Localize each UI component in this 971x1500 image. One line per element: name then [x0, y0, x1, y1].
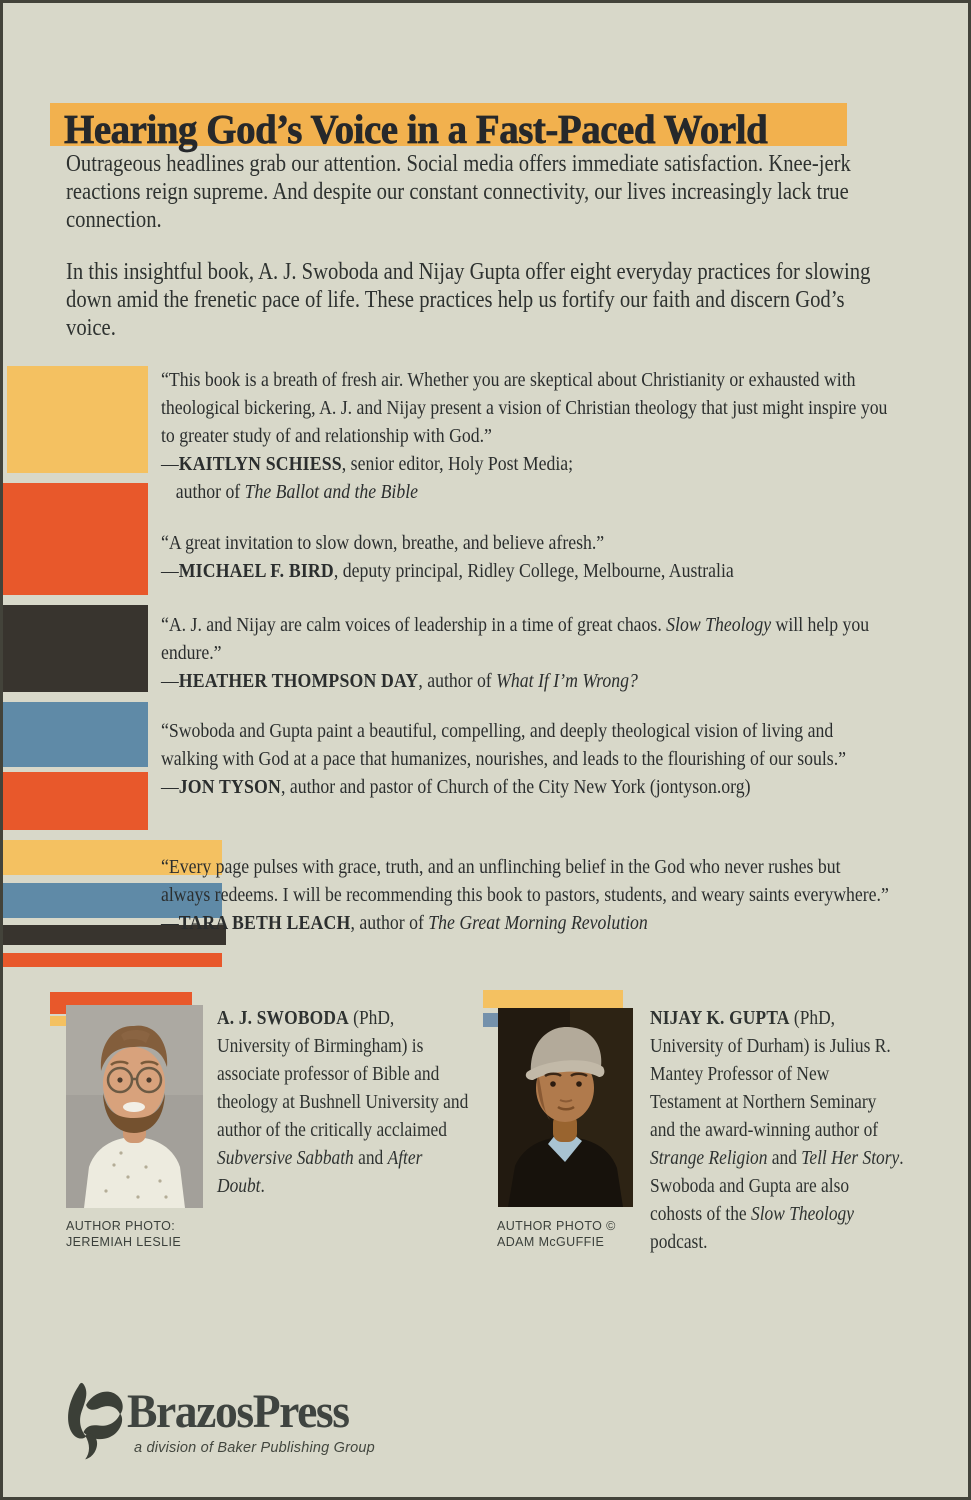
text-segment: , author and pastor of Church of the City New York (jontyson.org)	[280, 776, 751, 798]
photo-credit-line: JEREMIAH LESLIE	[66, 1235, 182, 1249]
quote-attribution	[161, 557, 892, 585]
text-segment: —	[161, 453, 179, 475]
author-photo-swoboda	[66, 1005, 203, 1208]
photo-credit-swoboda	[66, 1218, 286, 1250]
photo-decor-yellow	[483, 990, 623, 1008]
decor-bar-orange-2	[0, 772, 148, 830]
quote-text	[161, 366, 892, 450]
text-segment: “Every page pulses with grace, truth, and an unflinching belief in the God who never rushes but always redeems. I will be recommending this book to pastors, students, and weary saints everywhere.”	[161, 856, 889, 906]
text-segment: NIJAY K. GUPTA	[650, 1007, 790, 1029]
photo-credit-line: AUTHOR PHOTO:	[66, 1219, 176, 1233]
text-segment: A. J. SWOBODA	[217, 1007, 349, 1029]
text-segment: and	[767, 1147, 802, 1169]
author-bio-gupta	[650, 1004, 904, 1256]
text-segment: , author of	[350, 912, 429, 934]
text-segment: JON TYSON	[178, 776, 281, 798]
text-segment: “A great invitation to slow down, breathe, and believe afresh.”	[161, 532, 605, 554]
text-segment: author of	[175, 481, 245, 503]
publisher-tagline: a division of Baker Publishing Group	[134, 1440, 375, 1456]
text-segment: Tell Her Story	[801, 1147, 900, 1169]
text-segment: KAITLYN SCHIESS	[178, 453, 342, 475]
intro-paragraph-2: In this insightful book, A. J. Swoboda and Nijay Gupta offer eight everyday practices for slowing down amid the frenetic pace of life. These practices help us fortify our faith and discern God’s voice.	[66, 259, 871, 341]
endorsement-quote-5	[161, 853, 892, 937]
text-segment: , author of	[418, 670, 497, 692]
author-bio-swoboda	[217, 1004, 471, 1200]
text-segment: What If I’m Wrong?	[496, 670, 638, 692]
swoboda-portrait-illustration	[66, 1005, 203, 1208]
text-segment: MICHAEL F. BIRD	[178, 560, 334, 582]
intro-paragraph-1: Outrageous headlines grab our attention. Social media offers immediate satisfaction. Knee-jerk reactions reign supreme. And despite our constant connectivity, our lives increasingly lack true connection.	[66, 151, 851, 233]
text-segment: . Swoboda and Gupta are also cohosts of the	[650, 1147, 904, 1225]
text-segment: —	[161, 912, 179, 934]
text-segment: podcast.	[650, 1231, 708, 1253]
endorsement-quote-2	[161, 529, 892, 585]
quote-attribution	[161, 773, 892, 801]
decor-bar-orange-3	[0, 953, 222, 967]
photo-credit-line: AUTHOR PHOTO ©	[497, 1219, 616, 1233]
quote-text	[161, 717, 892, 773]
decor-bar-black-1	[0, 605, 148, 692]
text-segment: —	[161, 776, 179, 798]
text-segment: will help you endure.”	[161, 614, 870, 664]
intro-copy	[66, 150, 874, 342]
text-segment: TARA BETH LEACH	[178, 912, 351, 934]
text-segment: “This book is a breath of fresh air. Whether you are skeptical about Christianity or exhausted with theological bickering, A. J. and Nijay present a vision of Christian theology that just might inspire you to greater study of and relationship with God.”	[161, 369, 888, 447]
quote-attribution	[161, 450, 892, 478]
text-segment: and	[353, 1147, 388, 1169]
endorsement-quote-1	[161, 366, 892, 506]
text-segment: (PhD, University of Durham) is Julius R. Mantey Professor of New Testament at Northern Seminary and the award-winning author of	[650, 1007, 891, 1141]
text-segment: The Great Morning Revolution	[428, 912, 648, 934]
page-title: Hearing God’s Voice in a Fast-Paced World	[64, 106, 768, 153]
gupta-portrait-illustration	[498, 1008, 633, 1207]
text-segment: Subversive Sabbath	[217, 1147, 354, 1169]
text-segment: “Swoboda and Gupta paint a beautiful, compelling, and deeply theological vision of living and walking with God at a pace that humanizes, nourishes, and leads to the flourishing of our souls.”	[161, 720, 847, 770]
text-segment: , senior editor, Holy Post Media;	[341, 453, 574, 475]
text-segment: Slow Theology	[666, 614, 772, 636]
author-photo-gupta	[498, 1008, 633, 1207]
quote-attribution	[161, 909, 892, 937]
photo-decor-yellow	[50, 1016, 67, 1026]
quote-attribution	[161, 667, 892, 695]
text-segment: The Ballot and the Bible	[244, 481, 419, 503]
photo-credit-line: ADAM McGUFFIE	[497, 1235, 605, 1249]
decor-bar-blue-1	[0, 702, 148, 767]
endorsement-quote-4	[161, 717, 892, 801]
brazos-swirl-icon	[58, 1376, 126, 1468]
quote-text	[161, 611, 892, 667]
quote-attribution-line2	[161, 478, 892, 506]
text-segment: HEATHER THOMPSON DAY	[178, 670, 419, 692]
text-segment: After Doubt	[217, 1147, 423, 1197]
publisher-name: BrazosPress	[127, 1385, 349, 1438]
photo-decor-blue	[483, 1013, 499, 1027]
decor-bar-yellow-1	[7, 366, 148, 473]
quote-text	[161, 853, 892, 909]
text-segment: —	[161, 670, 179, 692]
text-segment: —	[161, 560, 179, 582]
text-segment: Strange Religion	[650, 1147, 768, 1169]
decor-bar-orange-1	[0, 483, 148, 595]
text-segment: Slow Theology	[751, 1203, 854, 1225]
text-segment: (PhD, University of Birmingham) is associate professor of Bible and theology at Bushnell University and author of the critically acclaimed	[217, 1007, 469, 1141]
text-segment: “A. J. and Nijay are calm voices of leadership in a time of great chaos.	[161, 614, 667, 636]
text-segment: , deputy principal, Ridley College, Melbourne, Australia	[333, 560, 734, 582]
text-segment: .	[260, 1175, 265, 1197]
quote-text	[161, 529, 892, 557]
endorsement-quote-3	[161, 611, 892, 695]
